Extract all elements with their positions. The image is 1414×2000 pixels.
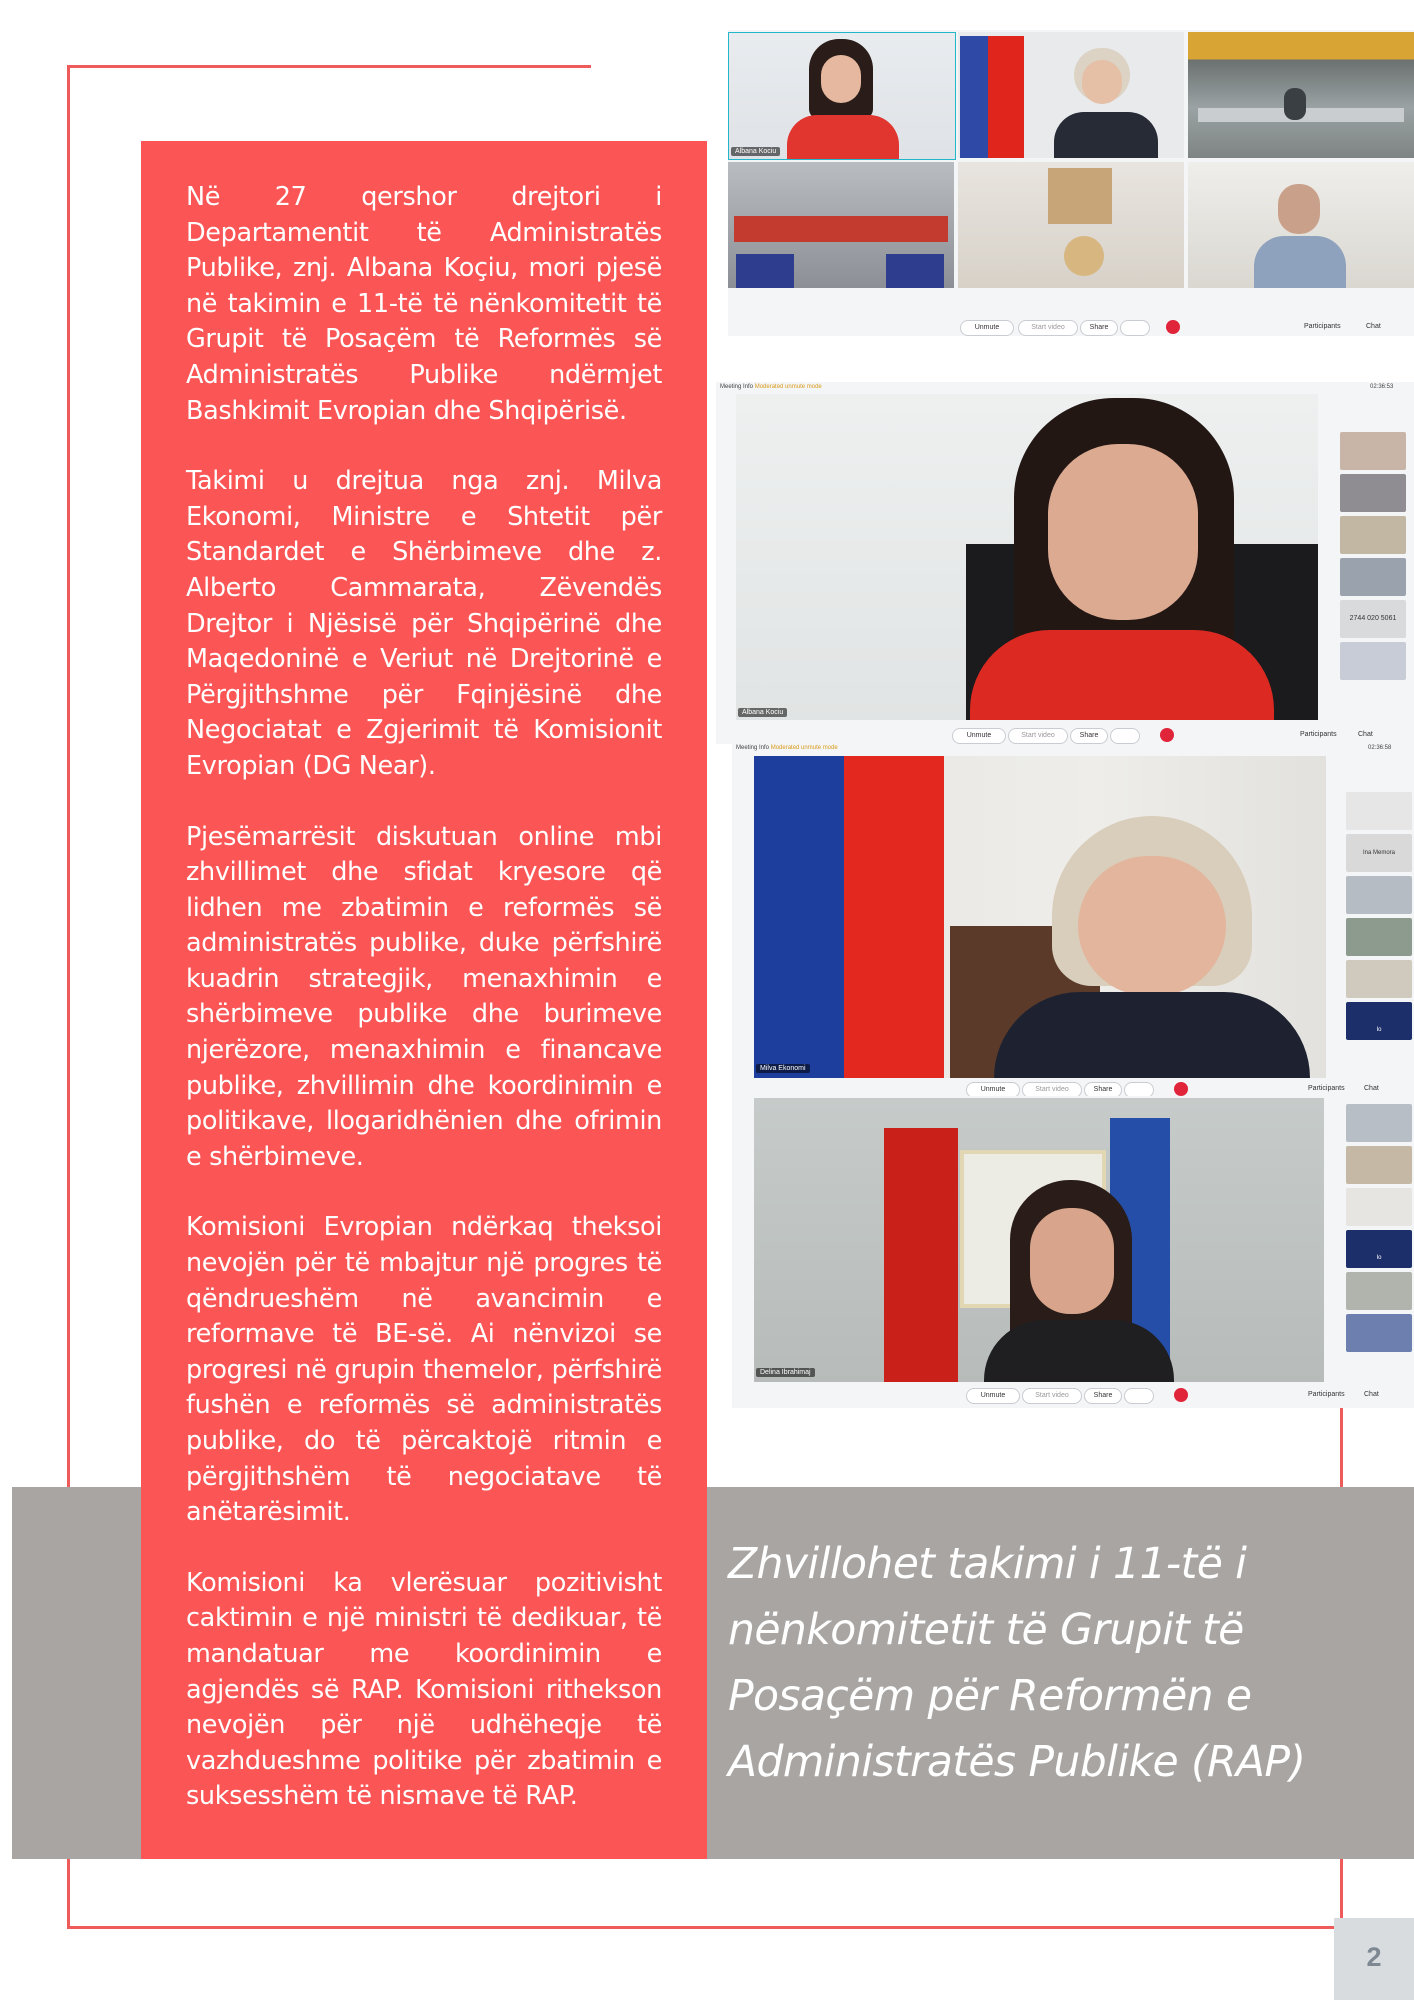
end-call-icon[interactable] <box>1174 1388 1188 1402</box>
self-label: Io <box>1376 1027 1382 1033</box>
unmute-button[interactable]: Unmute <box>960 320 1014 336</box>
page-number: 2 <box>1366 1942 1382 1972</box>
albania-flag <box>844 756 944 1078</box>
self-label: Io <box>1376 1255 1382 1261</box>
article-paragraph: Takimi u drejtua nga znj. Milva Ekonomi, Ministre e Shtetit për Standardet e Shërbimeve dhe z. Alberto Cammarata, Zëvendës Drejtor i Njësisë për Shqipërinë dhe Maqedoninë e Veriut në Drejtorinë e Përgjithshme për Fqinjësinë dhe Negociatat e Zgjerimit të Komisionit Evropian (DG Near). <box>186 466 662 781</box>
raise-hand-icon[interactable] <box>1110 728 1140 744</box>
video-tile-corkboard <box>958 162 1184 288</box>
participants-button[interactable]: Participants <box>1304 323 1341 330</box>
unmute-button[interactable]: Unmute <box>966 1082 1020 1096</box>
meeting-timer: 02:36:53 <box>1370 384 1394 390</box>
inset-video <box>736 254 794 288</box>
person-face <box>1030 1208 1114 1314</box>
participant-thumbnail <box>1346 960 1412 998</box>
headline: Zhvillohet takimi i 11-të i nënkomitetit të Grupit të Posaçëm për Reformën e Administratës Publike (RAP) <box>728 1540 1306 1787</box>
meeting-info-label: Meeting Info Moderated unmute mode <box>736 745 838 751</box>
person-body <box>1054 112 1158 158</box>
article-paragraph: Në 27 qershor drejtori i Departamentit të Administratës Publike, znj. Albana Koçiu, mori pjesë në takimin e 11-të të nënkomitetit të Grupit të Posaçëm të Reformës së Administratës Publike ndërmjet Bashkimit Evropian dhe Shqipërisë. <box>186 182 662 426</box>
participant-thumbnail <box>1340 642 1406 680</box>
albania-flag <box>988 36 1024 158</box>
start-video-button[interactable]: Start video <box>1022 1388 1082 1404</box>
chat-button[interactable]: Chat <box>1366 323 1381 330</box>
frame-top-line <box>67 65 591 68</box>
share-button[interactable]: Share <box>1084 1388 1122 1404</box>
video-tile-man <box>1188 162 1414 288</box>
video-tile-room <box>728 162 954 288</box>
share-button[interactable]: Share <box>1070 728 1108 744</box>
article-paragraph: Komisioni ka vlerësuar pozitivisht caktimin e një ministri të dedikuar, të mandatuar me koordinimin e agjendës së RAP. Komisioni rithekson nevojën për një udhëheqje të vazhdueshme politike për zbatimin e suksesshëm të nismave të RAP. <box>186 1567 662 1812</box>
start-video-button[interactable]: Start video <box>1018 320 1078 336</box>
article-paragraph: Pjesëmarrësit diskutuan online mbi zhvillimet dhe sfidat kryesore që lidhen me zbatimin e reformës së administratës publike, duke përfshirë kuadrin strategjik, menaxhimin e shërbimeve publike dhe burimeve njerëzore, menaxhimin e financave publike, zhvillimin dhe koordinimin e politikave, llogaridhënien dhe ofrimin e shërbimeve. <box>186 821 662 1172</box>
conference-table <box>734 216 948 242</box>
person-face <box>1048 444 1198 620</box>
unmute-button[interactable]: Unmute <box>966 1388 1020 1404</box>
end-call-icon[interactable] <box>1160 728 1174 742</box>
person-body <box>1254 236 1346 288</box>
participants-button[interactable]: Participants <box>1308 1391 1345 1398</box>
participant-thumbnail <box>1340 516 1406 554</box>
person-body <box>984 1320 1174 1382</box>
end-call-icon[interactable] <box>1174 1082 1188 1096</box>
participant-thumbnail <box>1346 1146 1412 1184</box>
chat-button[interactable]: Chat <box>1364 1391 1379 1398</box>
participant-thumbnail <box>1346 834 1412 872</box>
participant-thumbnail <box>1346 1002 1412 1040</box>
share-button[interactable]: Share <box>1084 1082 1122 1096</box>
participant-thumbnail <box>1340 432 1406 470</box>
participant-name-tag: Albana Kociu <box>731 147 780 156</box>
frame-bottom-line <box>67 1926 1343 1929</box>
meeting-timer: 02:36:58 <box>1368 745 1392 751</box>
person-body <box>970 630 1274 720</box>
participant-thumbnail <box>1346 876 1412 914</box>
participant-thumbnail <box>1346 1230 1412 1268</box>
participant-thumbnail <box>1346 1314 1412 1352</box>
video-tile-albana <box>728 32 956 160</box>
unmute-button[interactable]: Unmute <box>952 728 1006 744</box>
participants-button[interactable]: Participants <box>1308 1085 1345 1092</box>
speaker-video-delina <box>754 1098 1324 1382</box>
participant-thumbnail <box>1346 792 1412 830</box>
raise-hand-icon[interactable] <box>1124 1082 1154 1096</box>
article-text <box>186 180 662 1850</box>
raise-hand-icon[interactable] <box>1120 320 1150 336</box>
person-hair <box>1064 236 1104 276</box>
participant-name-tag: Delina Ibrahimaj <box>756 1368 815 1377</box>
video-tile-office <box>1188 32 1414 158</box>
participant-thumbnail <box>1340 558 1406 596</box>
chat-button[interactable]: Chat <box>1364 1085 1379 1092</box>
participant-thumbnail <box>1346 1188 1412 1226</box>
participant-thumbnail <box>1340 474 1406 512</box>
participant-thumbnail <box>1346 1104 1412 1142</box>
participant-name-tag: Milva Ekonomi <box>756 1064 810 1073</box>
person-face <box>1082 60 1122 104</box>
participant-name-tag: Albana Kociu <box>738 708 787 717</box>
chat-button[interactable]: Chat <box>1358 731 1373 738</box>
person-figure <box>1284 88 1306 120</box>
start-video-button[interactable]: Start video <box>1022 1082 1082 1096</box>
person-face <box>821 55 861 103</box>
raise-hand-icon[interactable] <box>1124 1388 1154 1404</box>
meeting-speaker-screenshot-2 <box>732 744 1414 1096</box>
person-face <box>1078 856 1226 996</box>
meeting-speaker-screenshot-3 <box>732 1096 1414 1408</box>
meeting-speaker-screenshot-1 <box>716 382 1414 744</box>
share-button[interactable]: Share <box>1080 320 1118 336</box>
person-face <box>1278 184 1320 234</box>
start-video-button[interactable]: Start video <box>1008 728 1068 744</box>
inset-video <box>886 254 944 288</box>
meeting-info-label: Meeting Info Moderated unmute mode <box>720 384 822 390</box>
participants-button[interactable]: Participants <box>1300 731 1337 738</box>
person-body <box>994 992 1310 1078</box>
participant-thumbnail <box>1346 1272 1412 1310</box>
meeting-grid-screenshot <box>728 30 1414 336</box>
albania-flag <box>884 1128 958 1382</box>
participant-label: Ina Memora <box>1362 850 1395 856</box>
phone-participant <box>1340 600 1406 638</box>
speaker-video-albana <box>736 394 1318 720</box>
speaker-video-milva <box>754 756 1326 1078</box>
eu-flag <box>754 756 844 1078</box>
participant-thumbnail <box>1346 918 1412 956</box>
cork-board <box>1048 168 1112 224</box>
article-paragraph: Komisioni Evropian ndërkaq theksoi nevojën për të mbajtur një progres të qëndrueshëm në avancimin e reformave të BE-së. Ai nënvizoi se progresi në grupin themelor, përfshirë fushën e reformës së administratës publike, do të përcaktojë ritmin e përgjithshëm të negociatave të anëtarësimit. <box>186 1212 662 1528</box>
video-tile-milva <box>958 32 1184 158</box>
end-call-icon[interactable] <box>1166 320 1180 334</box>
person-body <box>787 115 899 160</box>
phone-number: 2744 020 5061 <box>1349 615 1397 622</box>
eu-flag <box>960 36 988 158</box>
